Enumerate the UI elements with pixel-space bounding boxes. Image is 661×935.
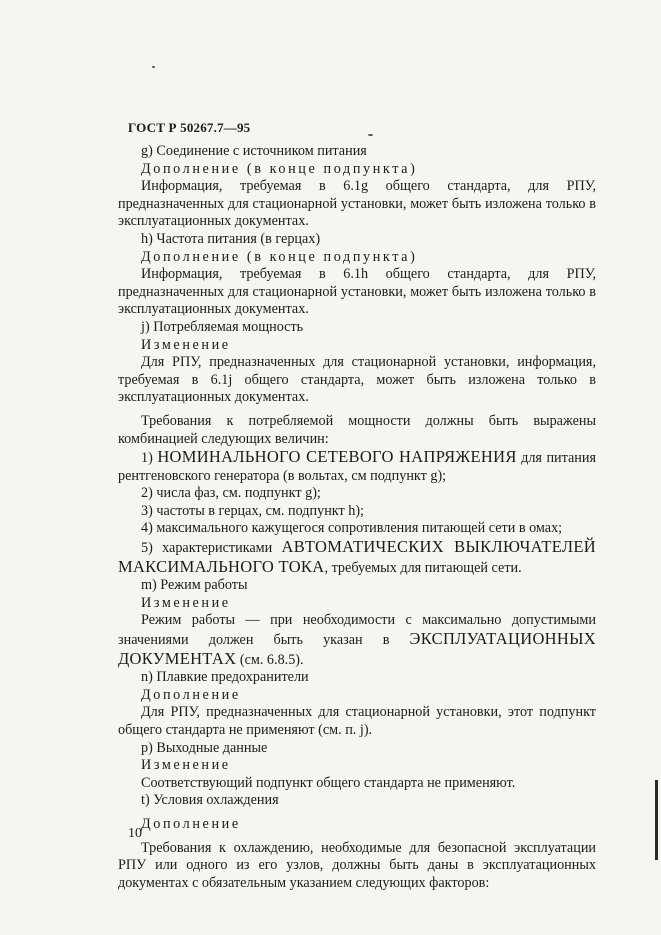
- paragraph-t-add: Дополнение: [141, 815, 241, 832]
- paragraph-j-req: Требования к потребляемой мощности должны быть выражены комбинацией следующих величин:: [118, 412, 596, 447]
- document-header: ГОСТ Р 50267.7—95: [128, 120, 251, 135]
- paragraph-m-chg: Изменение: [141, 594, 231, 611]
- paragraph-j-i3: 3) частоты в герцах, см. подпункт h);: [141, 502, 364, 519]
- paragraph-m-body: [118, 612, 596, 669]
- paragraph-j-body: Для РПУ, предназначенных для стационарной установки, информация, требуемая в 6.1j общего стандарта, может быть изложена только в эксплуатационных документах.: [118, 354, 596, 406]
- document-body: [118, 143, 596, 892]
- paragraph-n-title: n) Плавкие предохранители: [141, 669, 309, 686]
- paragraph-j-i1: [118, 448, 596, 485]
- paragraph-j-i5: [118, 538, 596, 577]
- paragraph-n-add: Дополнение: [141, 686, 241, 703]
- paragraph-j-i5-caps: АВТОМАТИЧЕСКИХ ВЫКЛЮЧАТЕЛЕЙ МАКСИМАЛЬНОГО ТОКА: [118, 537, 596, 576]
- paragraph-j-i5-pre: 5) характеристиками: [141, 540, 282, 557]
- paragraph-m-body-pre: Режим работы — при необходимости с максимально допустимыми значениями должен быть указан в: [118, 612, 596, 649]
- page-number: 10: [128, 826, 142, 841]
- paragraph-h-add: Дополнение (в конце подпункта): [141, 248, 418, 265]
- paragraph-t-body: Требования к охлаждению, необходимые для безопасной эксплуатации РПУ или одного из его узлов, должны быть даны в эксплуатационных документах с обязательным указанием следующих факторов:: [118, 839, 596, 891]
- paragraph-j-chg: Изменение: [141, 336, 231, 353]
- paragraph-p-body: Соответствующий подпункт общего стандарта не применяют.: [141, 774, 516, 791]
- paragraph-j-i2: 2) числа фаз, см. подпункт g);: [141, 485, 321, 502]
- paragraph-j-i1-caps: НОМИНАЛЬНОГО СЕТЕВОГО НАПРЯЖЕНИЯ: [157, 447, 517, 467]
- paragraph-m-body-post: (см. 6.8.5).: [236, 651, 304, 668]
- paragraph-j-i1-pre: 1): [141, 450, 158, 467]
- paragraph-j-i5-post: , требуемых для питающей сети.: [324, 559, 522, 576]
- scan-speck: [152, 66, 155, 68]
- paragraph-j-i1-post: для питания рентгеновского генератора (в вольтах, см подпункт g);: [118, 450, 597, 484]
- paragraph-m-title: m) Режим работы: [141, 577, 248, 594]
- paragraph-h-title: h) Частота питания (в герцах): [141, 230, 321, 247]
- paragraph-m-body-caps: ЭКСПЛУАТАЦИОННЫХ ДОКУМЕНТАХ: [118, 629, 596, 668]
- paragraph-j-title: j) Потребляемая мощность: [141, 318, 304, 335]
- paragraph-p-chg: Изменение: [141, 757, 231, 774]
- paragraph-h-body: Информация, требуемая в 6.1h общего стандарта, для РПУ, предназначенных для стационарной установки, может быть изложена только в эксплуатационных документах.: [118, 266, 596, 318]
- paragraph-j-i4: 4) максимального кажущегося сопротивления питающей сети в омах;: [141, 520, 563, 537]
- paragraph-g-body: Информация, требуемая в 6.1g общего стандарта, для РПУ, предназначенных для стационарной установки, может быть изложена только в эксплуатационных документах.: [118, 178, 596, 230]
- paragraph-n-body: Для РПУ, предназначенных для стационарной установки, этот подпункт общего стандарта не применяют (см. п. j).: [118, 704, 596, 738]
- paragraph-g-add: Дополнение (в конце подпункта): [141, 160, 418, 177]
- paragraph-g-title: g) Соединение с источником питания: [141, 143, 367, 159]
- scan-speck: [368, 134, 373, 136]
- paragraph-t-title: t) Условия охлаждения: [141, 792, 279, 809]
- paragraph-p-title: p) Выходные данные: [141, 739, 268, 756]
- scan-edge-mark: [655, 780, 658, 860]
